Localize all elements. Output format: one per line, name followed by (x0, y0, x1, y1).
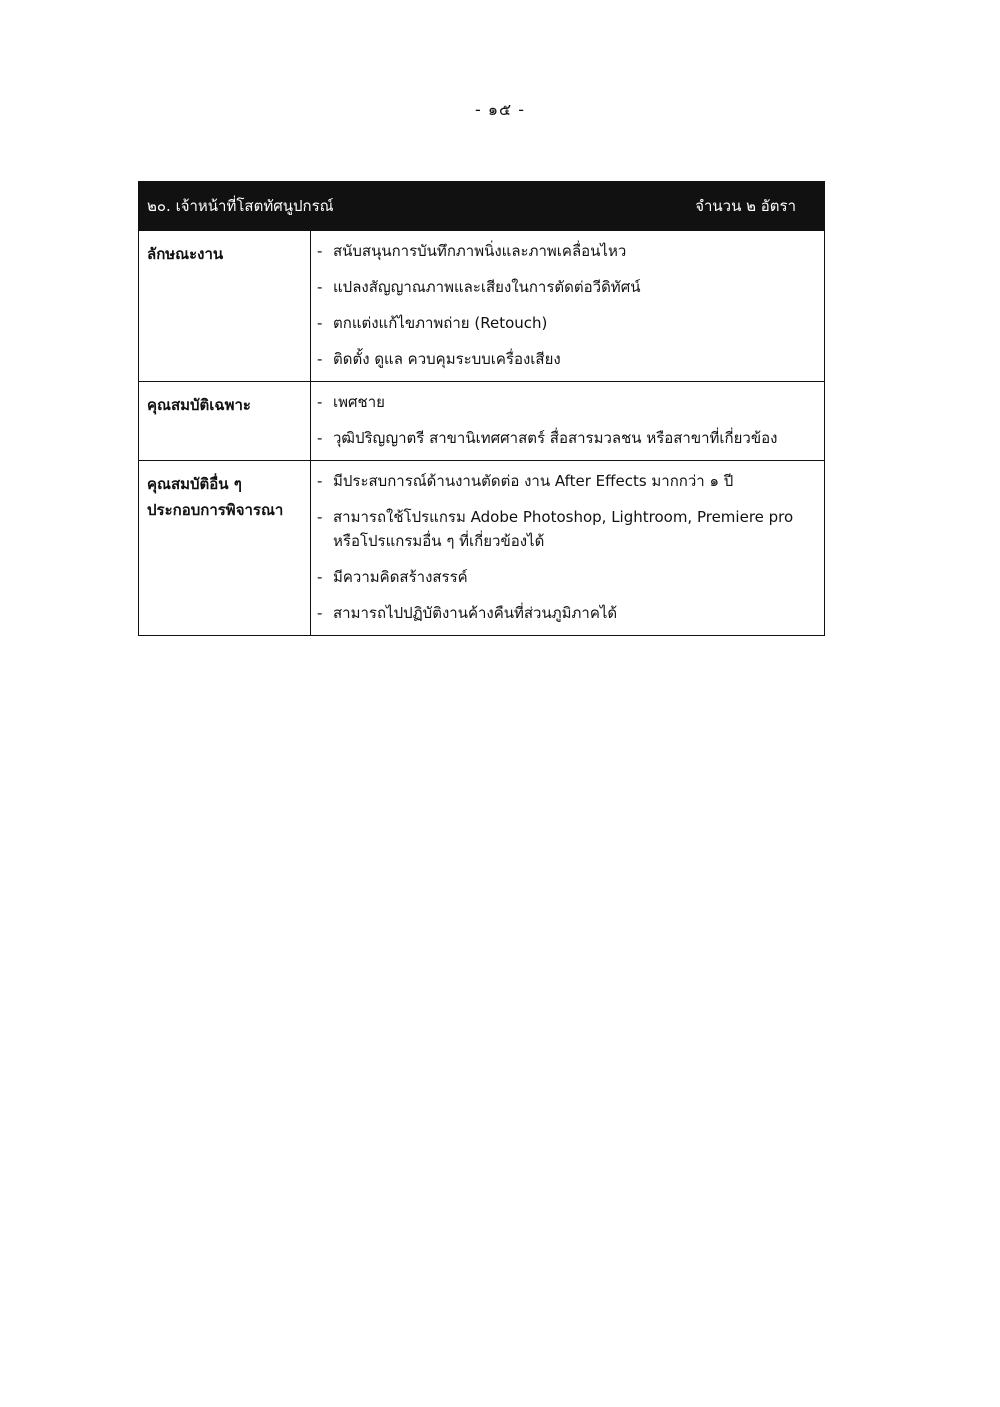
list-item (317, 426, 816, 450)
section-label (139, 231, 311, 381)
section-label-line: ลักษณะงาน (147, 245, 224, 263)
bullet-dash: - (317, 350, 323, 368)
list-item (317, 311, 816, 335)
list-item-text: สามารถใช้โปรแกรม Adobe Photoshop, Lightroom, Premiere pro หรือโปรแกรมอื่น ๆ ที่เกี่ยวข้องได้ (333, 508, 794, 550)
bullet-dash: - (317, 393, 323, 411)
section-specific-qualifications (139, 381, 824, 460)
bullet-dash: - (317, 429, 323, 447)
list-item-text: วุฒิปริญญาตรี สาขานิเทศศาสตร์ สื่อสารมวลชน หรือสาขาที่เกี่ยวข้อง (333, 429, 778, 447)
section-items (311, 231, 824, 381)
section-items (311, 461, 824, 635)
bullet-dash: - (317, 604, 323, 622)
list-item-text: แปลงสัญญาณภาพและเสียงในการตัดต่อวีดิทัศน์ (333, 278, 641, 296)
section-label-line: ประกอบการพิจารณา (147, 501, 284, 519)
job-position-count: จำนวน ๒ อัตรา (695, 197, 796, 215)
list-item (317, 239, 816, 263)
section-label-line: คุณสมบัติอื่น ๆ (147, 475, 242, 493)
section-label-line: คุณสมบัติเฉพาะ (147, 396, 251, 414)
list-item (317, 469, 816, 493)
list-item-text: สามารถไปปฏิบัติงานค้างคืนที่ส่วนภูมิภาคได้ (333, 604, 618, 622)
bullet-dash: - (317, 242, 323, 260)
list-item-text: ติดตั้ง ดูแล ควบคุมระบบเครื่องเสียง (333, 350, 561, 368)
section-label (139, 382, 311, 460)
page-number: - ๑๕ - (475, 100, 525, 119)
bullet-dash: - (317, 568, 323, 586)
list-item (317, 347, 816, 371)
list-item (317, 390, 816, 414)
list-item-text: สนับสนุนการบันทึกภาพนิ่งและภาพเคลื่อนไหว (333, 242, 627, 260)
bullet-dash: - (317, 278, 323, 296)
list-item (317, 601, 816, 625)
job-position-header (139, 182, 824, 230)
list-item-text: เพศชาย (333, 393, 385, 411)
bullet-dash: - (317, 508, 323, 526)
section-other-qualifications (139, 460, 824, 635)
section-items (311, 382, 824, 460)
list-item-text: ตกแต่งแก้ไขภาพถ่าย (Retouch) (333, 314, 548, 332)
list-item-text: มีประสบการณ์ด้านงานตัดต่อ งาน After Effects มากกว่า ๑ ปี (333, 472, 734, 490)
list-item-text: มีความคิดสร้างสรรค์ (333, 568, 468, 586)
job-position-table (138, 181, 825, 636)
bullet-dash: - (317, 314, 323, 332)
bullet-dash: - (317, 472, 323, 490)
section-label (139, 461, 311, 635)
list-item (317, 275, 816, 299)
job-position-title: ๒๐. เจ้าหน้าที่โสตทัศนูปกรณ์ (147, 197, 334, 215)
section-job-description (139, 230, 824, 381)
list-item (317, 565, 816, 589)
list-item (317, 505, 816, 553)
